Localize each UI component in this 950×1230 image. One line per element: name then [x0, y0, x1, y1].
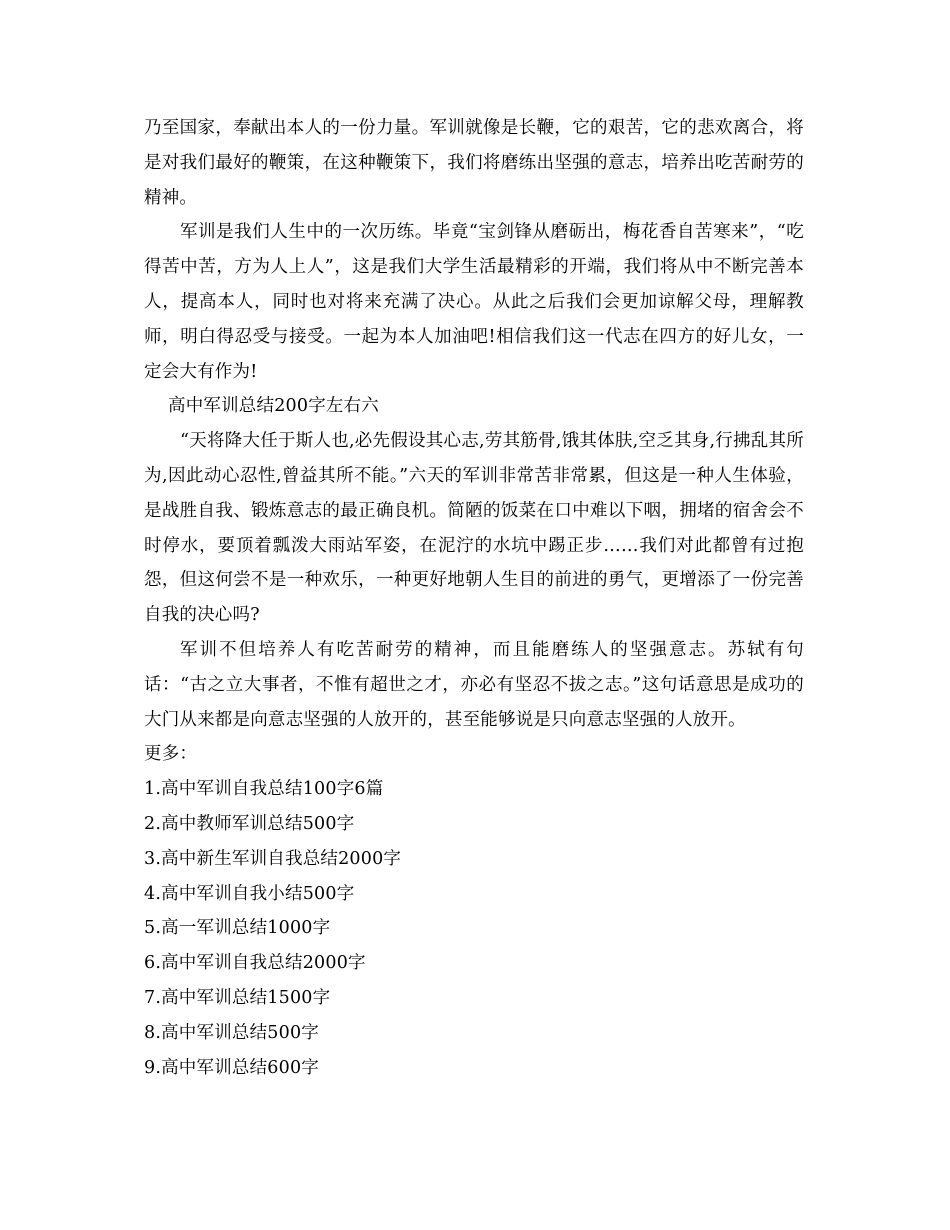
paragraph-military-training-experience: 军训是我们人生中的一次历练。毕竟“宝剑锋从磨砺出，梅花香自苦寒来”，“吃得苦中苦，方为人上人”，这是我们大学生活最精彩的开端，我们将从中不断完善本人，提高本人，同时也对将来充满了决心。从此之后我们会更加谅解父母，理解教师，明白得忍受与接受。一起为本人加油吧!相信我们这一代志在四方的好儿女，一定会大有作为! [144, 222, 804, 382]
more-link-5[interactable]: 5.高一军训总结1000字 [144, 918, 331, 939]
paragraph-quote-sushi: 军训不但培养人有吃苦耐劳的精神，而且能磨练人的坚强意志。苏轼有句话：“古之立大事者，不惟有超世之才，亦必有坚忍不拔之志。”这句话意思是成功的大门从来都是向意志坚强的人放开的，甚至能够说是只向意志坚强的人放开。 [144, 639, 804, 730]
more-link-7[interactable]: 7.高中军训总结1500字 [144, 987, 331, 1008]
more-link-1[interactable]: 1.高中军训自我总结100字6篇 [144, 779, 384, 800]
section-heading: 高中军训总结200字左右六 [168, 396, 380, 417]
more-links-list [144, 772, 804, 1085]
paragraph-quote-mencius: “天将降大任于斯人也,必先假设其心志,劳其筋骨,饿其体肤,空乏其身,行拂乱其所为,因此动心忍性,曾益其所不能。”六天的军训非常苦非常累，但这是一种人生体验，是战胜自我、锻炼意志的最正确良机。简陋的饭菜在口中难以下咽，拥堵的宿舍会不时停水，要顶着瓢泼大雨站军姿，在泥泞的水坑中踢正步……我们对此都曾有过抱怨，但这何尝不是一种欢乐，一种更好地朝人生目的前进的勇气，更增添了一份完善自我的决心吗? [144, 431, 804, 626]
document-body [144, 111, 804, 1085]
paragraph-continuation: 乃至国家，奉献出本人的一份力量。军训就像是长鞭，它的艰苦，它的悲欢离合，将是对我们最好的鞭策，在这种鞭策下，我们将磨练出坚强的意志，培养出吃苦耐劳的精神。 [144, 118, 804, 208]
more-link-4[interactable]: 4.高中军训自我小结500字 [144, 883, 355, 904]
more-link-2[interactable]: 2.高中教师军训总结500字 [144, 813, 355, 834]
more-link-8[interactable]: 8.高中军训总结500字 [144, 1022, 319, 1043]
more-link-9[interactable]: 9.高中军训总结600字 [144, 1057, 319, 1078]
more-label: 更多： [144, 744, 198, 765]
more-link-3[interactable]: 3.高中新生军训自我总结2000字 [144, 848, 402, 869]
more-link-6[interactable]: 6.高中军训自我总结2000字 [144, 953, 366, 974]
